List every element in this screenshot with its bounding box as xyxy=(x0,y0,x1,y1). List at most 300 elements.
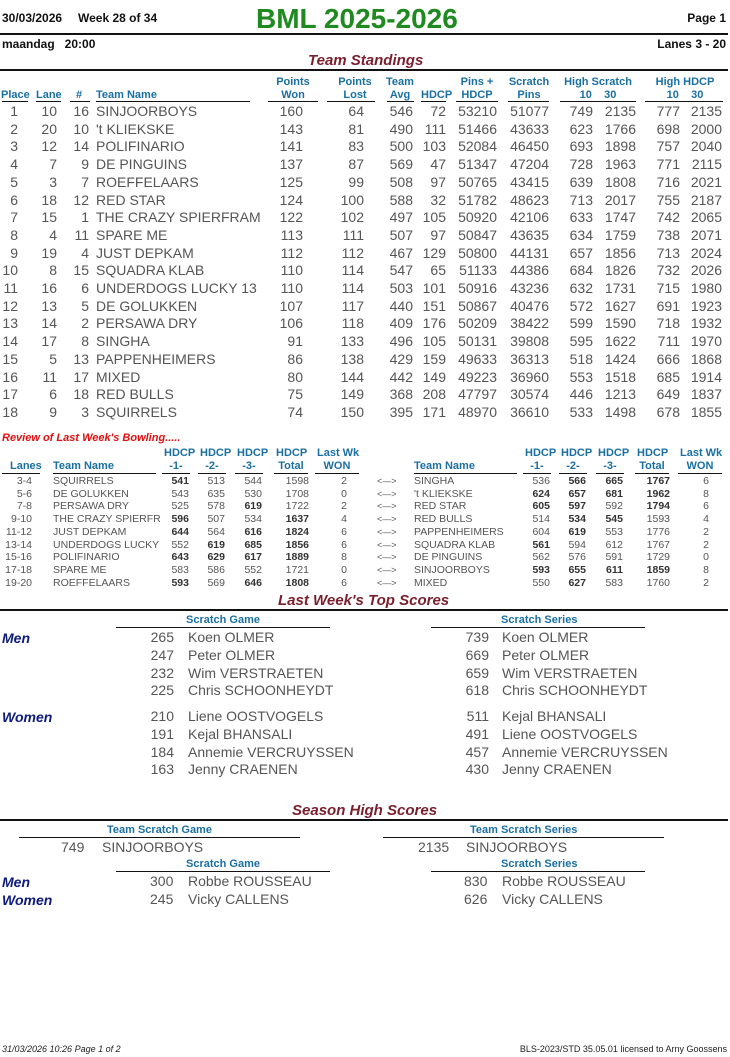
col-num: # xyxy=(76,89,83,101)
bowler-name: Annemie VERCRUYSSEN xyxy=(188,743,354,760)
col-team-a: Team Name xyxy=(53,460,114,472)
season-men-label: Men xyxy=(2,874,30,890)
cell: 1914 xyxy=(690,368,722,385)
cell: 4 xyxy=(49,226,57,243)
versus-arrow-icon: <—> xyxy=(377,539,397,550)
col-team: Team Name xyxy=(96,89,157,101)
score-cell: 612 xyxy=(605,538,623,551)
cell: 2026 xyxy=(690,262,722,279)
bowler-name: Wim VERSTRAETEN xyxy=(502,664,638,681)
bowler-name: Liene OOSTVOGELS xyxy=(188,708,324,724)
score: 618 xyxy=(465,682,489,699)
bowler-name: Kejal BHANSALI xyxy=(502,708,607,724)
bowler-name: Koen OLMER xyxy=(188,629,275,645)
cell: 114 xyxy=(341,280,364,296)
underline xyxy=(645,101,723,102)
score-cell: 6 xyxy=(703,500,709,513)
versus-arrow-icon: <—> xyxy=(377,577,397,588)
cell: 51133 xyxy=(459,262,497,279)
cell: 11 xyxy=(74,226,89,243)
score-cell: 545 xyxy=(605,513,623,526)
score: 265 xyxy=(150,629,174,645)
table-row xyxy=(0,227,730,244)
score-cell: 1767 xyxy=(646,475,670,487)
underline xyxy=(387,101,414,102)
cell: 47204 xyxy=(510,156,549,173)
cell: 105 xyxy=(422,333,446,350)
underline xyxy=(327,101,375,102)
cell: 497 xyxy=(389,209,413,226)
score-cell: 583 xyxy=(605,576,623,589)
cell: 't KLIEKSKE xyxy=(96,120,175,137)
cell: 1932 xyxy=(690,315,722,332)
cell: 684 xyxy=(569,262,593,279)
season-high-title: Season High Scores xyxy=(292,802,438,819)
cell: 144 xyxy=(340,368,364,385)
cell: 50920 xyxy=(458,209,497,226)
cell: 5 xyxy=(81,297,89,314)
cell: 149 xyxy=(422,368,446,385)
cell: 2040 xyxy=(690,138,722,155)
score-cell: 0 xyxy=(703,551,709,564)
team-name-cell: SQUADRA KLAB xyxy=(414,538,496,551)
score-cell: 514 xyxy=(532,513,550,526)
score-cell: 569 xyxy=(207,576,225,589)
score-cell: 6 xyxy=(703,475,709,487)
cell: 2115 xyxy=(691,156,722,173)
cell: 9 xyxy=(49,403,57,420)
cell: 107 xyxy=(279,297,303,314)
cell: 97 xyxy=(430,226,446,243)
underline xyxy=(523,473,551,474)
underline xyxy=(559,473,587,474)
cell: 1590 xyxy=(604,315,636,332)
score-cell: 0 xyxy=(341,563,347,576)
cell: 124 xyxy=(279,191,303,208)
season-women-game-name: Vicky CALLENS xyxy=(188,891,289,907)
cell: 50867 xyxy=(458,297,497,314)
underline xyxy=(19,837,300,838)
cell: 1963 xyxy=(604,156,636,173)
score-cell: 552 xyxy=(244,563,262,576)
bowler-name: Jenny CRAENEN xyxy=(502,761,612,778)
score: 210 xyxy=(150,708,174,724)
cell: 103 xyxy=(422,138,446,155)
cell: 1622 xyxy=(604,333,636,350)
cell: 496 xyxy=(389,333,413,350)
cell: 133 xyxy=(340,333,364,350)
score: 225 xyxy=(150,682,174,699)
cell: DE GOLUKKEN xyxy=(96,297,198,314)
cell: 503 xyxy=(389,280,413,296)
cell: SQUADRA KLAB xyxy=(96,262,205,279)
col-lane: Lane xyxy=(36,89,62,101)
score-cell: 655 xyxy=(568,563,586,576)
cell: 716 xyxy=(656,173,680,190)
score-cell: 566 xyxy=(568,475,586,487)
cell: RED BULLS xyxy=(96,386,174,403)
cell: 11 xyxy=(42,368,57,385)
score-cell: 583 xyxy=(171,563,189,576)
cell: 65 xyxy=(430,262,446,279)
score-cell: 4 xyxy=(341,513,347,526)
footer-license: BLS-2023/STD 35.05.01 licensed to Arny Goossens xyxy=(519,1044,727,1054)
season-game-header: Scratch Game xyxy=(186,858,260,870)
cell: 1898 xyxy=(604,138,636,155)
underline xyxy=(235,473,263,474)
cell: 17 xyxy=(41,333,57,350)
cell: 8 xyxy=(49,262,57,279)
cell: 10 xyxy=(73,120,89,137)
col-won: Points Won xyxy=(276,76,310,101)
team-name-cell: UNDERDOGS LUCKY xyxy=(53,538,160,551)
table-row xyxy=(0,315,730,332)
score-cell: 534 xyxy=(244,513,262,526)
cell: 160 xyxy=(279,103,303,119)
cell: 50765 xyxy=(458,173,497,190)
review-row xyxy=(0,500,730,513)
team-name-cell: RED BULLS xyxy=(414,513,473,526)
underline xyxy=(36,101,61,102)
cell: 718 xyxy=(656,315,680,332)
cell: 1856 xyxy=(604,244,636,261)
top-scores-divider xyxy=(0,609,728,611)
score-cell: 1794 xyxy=(646,500,670,513)
score: 163 xyxy=(150,761,174,778)
cell: 111 xyxy=(424,120,446,137)
cell: 86 xyxy=(287,350,303,367)
bowler-name: Koen OLMER xyxy=(502,629,589,645)
score-cell: 605 xyxy=(532,500,550,513)
cell: 1837 xyxy=(690,386,722,403)
cell: 2065 xyxy=(690,209,722,226)
team-name-cell: THE CRAZY SPIERFR xyxy=(53,513,161,526)
score-cell: 643 xyxy=(171,551,189,564)
cell: SINJOORBOYS xyxy=(96,103,198,119)
underline xyxy=(116,871,330,872)
cell: 13 xyxy=(2,315,18,332)
lanes-cell: 15-16 xyxy=(5,551,32,564)
bowler-name: Liene OOSTVOGELS xyxy=(502,725,638,742)
cell: 9 xyxy=(10,244,18,261)
cell: 2000 xyxy=(690,120,722,137)
col-high-hdcp: High HDCP 10 30 xyxy=(655,76,715,101)
cell: 39808 xyxy=(510,333,549,350)
cell: 44131 xyxy=(510,244,549,261)
cell: 12 xyxy=(73,191,89,208)
cell: 11 xyxy=(3,280,18,296)
cell: PAPPENHEIMERS xyxy=(96,350,216,367)
team-name-cell: MIXED xyxy=(414,576,448,589)
underline xyxy=(70,101,90,102)
cell: 490 xyxy=(389,120,413,137)
score-cell: 619 xyxy=(568,525,586,538)
lanes-cell: 3-4 xyxy=(16,475,32,487)
bowler-name: Chris SCHOONHEYDT xyxy=(502,682,648,699)
cell: 698 xyxy=(656,120,680,137)
table-row xyxy=(0,280,730,297)
score-cell: 593 xyxy=(171,576,189,589)
score: 669 xyxy=(465,646,489,663)
col-lanes: Lanes xyxy=(10,460,42,472)
bowler-name: Jenny CRAENEN xyxy=(188,761,298,778)
cell: 6 xyxy=(10,191,18,208)
team-name-cell: SINGHA xyxy=(414,475,455,487)
review-col-header: HDCP -1- xyxy=(164,447,196,472)
score-cell: 1708 xyxy=(285,487,309,500)
cell: 122 xyxy=(279,209,303,226)
review-col-header: HDCP -2- xyxy=(561,447,593,472)
cell: 97 xyxy=(430,173,446,190)
day-time: maandag 20:00 xyxy=(2,37,96,51)
cell: 711 xyxy=(657,333,680,350)
page-title: BML 2025-2026 xyxy=(256,3,458,34)
cell: 143 xyxy=(279,120,303,137)
cell: 141 xyxy=(279,138,303,155)
cell: 36313 xyxy=(510,350,549,367)
cell: PERSAWA DRY xyxy=(96,315,198,332)
score-cell: 4 xyxy=(703,513,709,526)
cell: DE PINGUINS xyxy=(96,156,188,173)
review-row xyxy=(0,488,730,501)
cell: 1627 xyxy=(604,297,636,314)
cell: 446 xyxy=(569,386,593,403)
score-cell: 627 xyxy=(568,576,586,589)
score-cell: 562 xyxy=(532,551,550,564)
bowler-name: Chris SCHOONHEYDT xyxy=(188,682,334,699)
cell: 49223 xyxy=(458,368,497,385)
cell: 48623 xyxy=(510,191,549,208)
review-row xyxy=(0,539,730,552)
score-cell: 576 xyxy=(568,551,586,564)
cell: 16 xyxy=(73,103,89,119)
score-cell: 646 xyxy=(244,576,262,589)
team-game-name: SINJOORBOYS xyxy=(102,839,204,855)
cell: 666 xyxy=(656,350,680,367)
cell: 771 xyxy=(656,156,680,173)
score-cell: 617 xyxy=(244,551,262,564)
lanes-cell: 11-12 xyxy=(5,525,32,538)
bowler-name: Kejal BHANSALI xyxy=(188,725,293,742)
score-cell: 1889 xyxy=(285,551,309,564)
review-row xyxy=(0,513,730,526)
review-title: Review of Last Week's Bowling..... xyxy=(2,432,181,444)
cell: 111 xyxy=(342,226,364,243)
score-cell: 552 xyxy=(171,538,189,551)
lanes-range: Lanes 3 - 20 xyxy=(657,37,726,51)
underline xyxy=(456,101,498,102)
cell: 42106 xyxy=(510,209,549,226)
score-cell: 594 xyxy=(568,538,586,551)
cell: 2 xyxy=(81,315,89,332)
cell: 87 xyxy=(348,156,364,173)
cell: 1213 xyxy=(604,386,636,403)
cell: 500 xyxy=(389,138,413,155)
team-game-score: 749 xyxy=(61,839,85,855)
cell: 36610 xyxy=(510,403,549,420)
team-name-cell: ROEFFELAARS xyxy=(53,576,131,589)
table-row xyxy=(0,121,730,138)
cell: 110 xyxy=(280,280,303,296)
score-cell: 553 xyxy=(605,525,623,538)
cell: 693 xyxy=(569,138,593,155)
score: 191 xyxy=(150,725,174,742)
team-series-header: Team Scratch Series xyxy=(470,824,578,836)
cell: 10 xyxy=(41,103,57,119)
score-cell: 681 xyxy=(605,487,623,500)
cell: 112 xyxy=(341,244,364,261)
cell: 150 xyxy=(340,403,364,420)
cell: 1970 xyxy=(690,333,722,350)
footer-timestamp: 31/03/2026 10:26 Page 1 of 2 xyxy=(2,1044,121,1054)
table-row xyxy=(0,369,730,386)
cell: 32 xyxy=(430,191,446,208)
cell: 176 xyxy=(422,315,446,332)
team-series-name: SINJOORBOYS xyxy=(466,839,568,855)
score-cell: 536 xyxy=(532,475,550,487)
lanes-cell: 5-6 xyxy=(16,487,32,500)
season-men-game-score: 300 xyxy=(150,873,174,889)
score: 511 xyxy=(466,708,489,724)
cell: 518 xyxy=(569,350,593,367)
score-cell: 665 xyxy=(605,475,623,487)
season-series-header: Scratch Series xyxy=(501,858,578,870)
cell: 649 xyxy=(656,386,680,403)
score: 232 xyxy=(150,664,174,681)
cell: 64 xyxy=(348,103,364,119)
season-women-series-score: 626 xyxy=(464,891,488,907)
cell: 1518 xyxy=(604,368,636,385)
lanes-cell: 9-10 xyxy=(10,513,32,526)
score-cell: 586 xyxy=(207,563,225,576)
score-cell: 561 xyxy=(532,538,550,551)
cell: 678 xyxy=(656,403,680,420)
bowler-name: Annemie VERCRUYSSEN xyxy=(502,743,668,760)
underline xyxy=(2,473,40,474)
score-cell: 534 xyxy=(568,513,586,526)
table-row xyxy=(0,333,730,350)
col-high-scratch: High Scratch 10 30 xyxy=(564,76,632,101)
cell: 546 xyxy=(389,103,413,119)
cell: 105 xyxy=(422,209,446,226)
cell: 8 xyxy=(81,333,89,350)
review-col-header: HDCP Total xyxy=(276,447,308,472)
versus-arrow-icon: <—> xyxy=(377,526,397,537)
cell: 595 xyxy=(569,333,593,350)
col-lost: Points Lost xyxy=(338,76,372,101)
cell: 10 xyxy=(2,262,18,279)
cell: 2187 xyxy=(690,191,722,208)
team-name-cell: PAPPENHEIMERS xyxy=(414,525,504,538)
cell: 2071 xyxy=(690,226,722,243)
cell: 101 xyxy=(422,280,446,296)
cell: 3 xyxy=(10,138,18,155)
col-scratch-pins: Scratch Pins xyxy=(508,76,550,101)
cell: 17 xyxy=(73,368,89,385)
score-cell: 1598 xyxy=(285,475,309,487)
score-cell: 541 xyxy=(171,475,189,487)
cell: 50131 xyxy=(458,333,497,350)
underline xyxy=(596,473,624,474)
score-cell: 1824 xyxy=(285,525,309,538)
cell: 13 xyxy=(73,350,89,367)
underline xyxy=(2,101,28,102)
cell: 732 xyxy=(656,262,680,279)
cell: 633 xyxy=(569,209,593,226)
cell: 43633 xyxy=(510,120,549,137)
cell: 7 xyxy=(81,173,89,190)
score: 659 xyxy=(465,664,489,681)
score-cell: 2 xyxy=(703,576,709,589)
score-cell: 611 xyxy=(606,563,623,576)
cell: 18 xyxy=(41,191,57,208)
cell: 507 xyxy=(389,226,413,243)
score-cell: 1859 xyxy=(646,563,670,576)
cell: 110 xyxy=(280,262,303,279)
cell: 757 xyxy=(656,138,680,155)
cell: 777 xyxy=(656,103,680,119)
versus-arrow-icon: <—> xyxy=(377,514,397,525)
underline xyxy=(678,473,722,474)
score-cell: 593 xyxy=(532,563,550,576)
score: 457 xyxy=(465,743,489,760)
cell: 16 xyxy=(41,280,57,296)
cell: 691 xyxy=(656,297,680,314)
bowler-name: Peter OLMER xyxy=(188,646,276,663)
cell: 16 xyxy=(2,368,18,385)
team-name-cell: SPARE ME xyxy=(53,563,107,576)
review-row xyxy=(0,526,730,539)
cell: 1868 xyxy=(690,350,722,367)
score-cell: 8 xyxy=(703,563,709,576)
cell: 30574 xyxy=(510,386,549,403)
cell: 50800 xyxy=(458,244,497,261)
cell: 47797 xyxy=(458,386,497,403)
score: 491 xyxy=(465,725,489,742)
cell: 51347 xyxy=(458,156,497,173)
review-row xyxy=(0,475,730,488)
cell: 1747 xyxy=(604,209,636,226)
underline xyxy=(96,101,250,102)
score-cell: 592 xyxy=(605,500,623,513)
cell: 685 xyxy=(656,368,680,385)
bowler-name: Wim VERSTRAETEN xyxy=(188,664,324,681)
underline xyxy=(162,473,190,474)
cell: 440 xyxy=(389,297,413,314)
score-cell: 597 xyxy=(568,500,586,513)
cell: SQUIRRELS xyxy=(96,403,177,420)
cell: 553 xyxy=(569,368,593,385)
cell: 755 xyxy=(656,191,680,208)
cell: 4 xyxy=(81,244,89,261)
underline xyxy=(431,871,645,872)
cell: 1766 xyxy=(604,120,636,137)
team-game-header: Team Scratch Game xyxy=(107,824,212,836)
lanes-cell: 19-20 xyxy=(5,576,32,589)
score-cell: 1637 xyxy=(285,513,309,526)
score-cell: 619 xyxy=(244,500,262,513)
score-cell: 525 xyxy=(171,500,189,513)
score-cell: 1722 xyxy=(285,500,309,513)
lanes-cell: 7-8 xyxy=(16,500,32,513)
col-pins-hdcp: Pins + HDCP xyxy=(460,76,494,101)
cell: SPARE ME xyxy=(96,226,168,243)
cell: 715 xyxy=(656,280,680,296)
cell: 6 xyxy=(81,280,89,296)
cell: 129 xyxy=(422,244,446,261)
cell: 634 xyxy=(569,226,593,243)
table-row xyxy=(0,192,730,209)
